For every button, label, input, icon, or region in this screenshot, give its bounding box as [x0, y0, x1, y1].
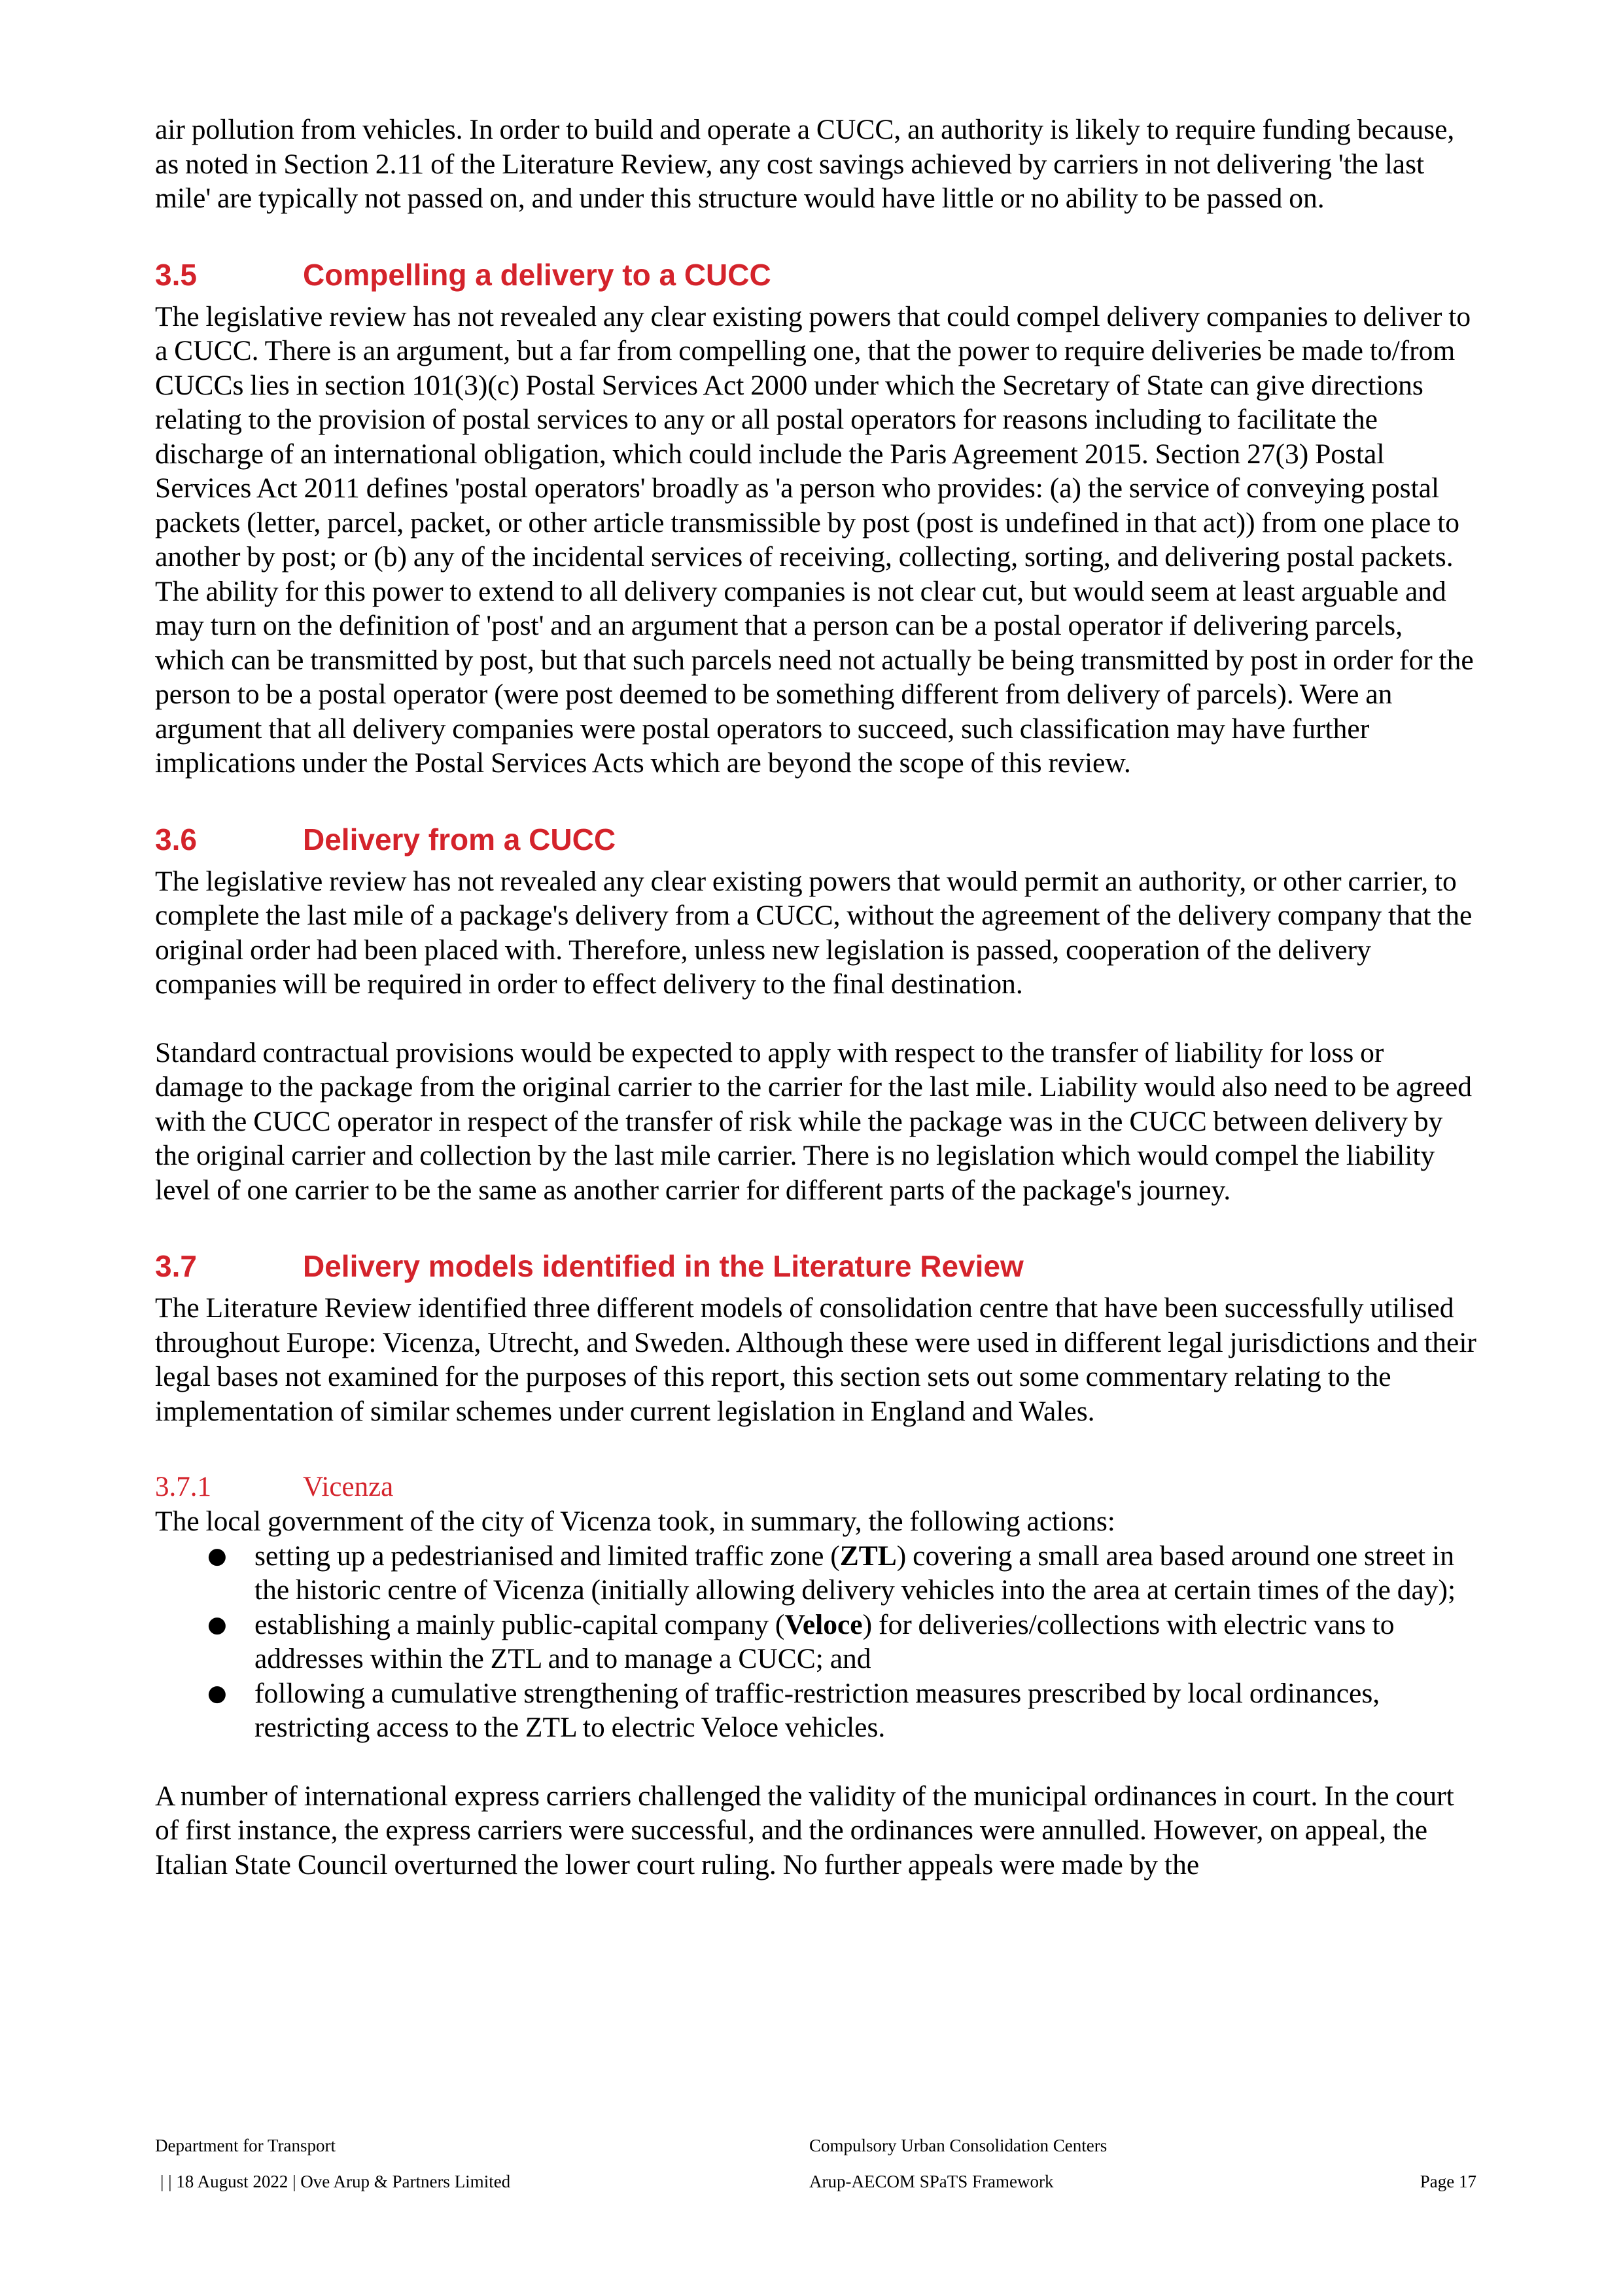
- paragraph: The legislative review has not revealed any clear existing powers that could compel delivery companies to deliver to a CUCC. There is an argument, but a far from compelling one, that the power to require deliveries be made to/from CUCCs lies in section 101(3)(c) Postal Services Act 2000 under which the Secretary of State can give directions relating to the provision of postal services to any or all postal operators for reasons including to facilitate the discharge of an international obligation, which could include the Paris Agreement 2015. Section 27(3) Postal Services Act 2011 defines 'postal operators' broadly as 'a person who provides: (a) the service of conveying postal packets (letter, parcel, packet, or other article transmissible by post (post is undefined in that act)) from one place to another by post; or (b) any of the incidental services of receiving, collecting, sorting, and delivering postal packets. The ability for this power to extend to all delivery companies is not clear cut, but would seem at least arguable and may turn on the definition of 'post' and an argument that a person can be a postal operator if delivering parcels, which can be transmitted by post, but that such parcels need not actually be being transmitted by post in order for the person to be a postal operator (were post deemed to be something different from delivery of parcels). Were an argument that all delivery companies were postal operators to succeed, such classification may have further implications under the Postal Services Acts which are beyond the scope of this review.: [155, 300, 1474, 779]
- closing-paragraph: A number of international express carriers challenged the validity of the municipal ordinances in court. In the court of first instance, the express carriers were successful, and the ordinances were annulled. However, on appeal, the Italian State Council overturned the lower court ruling. No further appeals were made by the: [155, 1780, 1454, 1881]
- subsection-lead: The local government of the city of Vicenza took, in summary, the following actions:: [155, 1506, 1115, 1537]
- footer-issue: | | 18 August 2022 | Ove Arup & Partners Limited: [160, 2172, 511, 2191]
- bullet-icon: ●: [207, 1542, 227, 1569]
- page-content: [155, 113, 1476, 1882]
- section-heading-3-6: [155, 821, 1476, 858]
- list-item-text: establishing a mainly public-capital company (: [254, 1608, 785, 1640]
- list-item: [155, 1676, 1476, 1745]
- section-heading-3-7: [155, 1248, 1476, 1284]
- footer-framework: Arup-AECOM SPaTS Framework: [809, 2172, 1054, 2191]
- bullet-list: [155, 1539, 1476, 1745]
- list-item: [155, 1539, 1476, 1608]
- list-item-bold: Veloce: [784, 1608, 863, 1640]
- list-item-bold: ZTL: [839, 1540, 897, 1572]
- bullet-icon: ●: [207, 1611, 227, 1638]
- bullet-icon: ●: [207, 1680, 227, 1706]
- section-number: 3.6: [155, 822, 197, 857]
- intro-paragraph: air pollution from vehicles. In order to build and operate a CUCC, an authority is likely to require funding because, as noted in Section 2.11 of the Literature Review, any cost savings achieved by carriers in not delivering 'the last mile' are typically not passed on, and under this structure would have little or no ability to be passed on.: [155, 114, 1455, 214]
- paragraph: Standard contractual provisions would be expected to apply with respect to the transfer of liability for loss or damage to the package from the original carrier to the carrier for the last mile. Liability would also need to be agreed with the CUCC operator in respect of the transfer of risk while the package was in the CUCC between delivery by the original carrier and collection by the last mile carrier. There is no legislation which would compel the liability level of one carrier to be the same as another carrier for different parts of the package's journey.: [155, 1036, 1473, 1206]
- section-heading-3-5: [155, 256, 1476, 293]
- list-item-text: setting up a pedestrianised and limited traffic zone (: [254, 1540, 840, 1572]
- paragraph: The Literature Review identified three different models of consolidation centre that have been successfully utilised throughout Europe: Vicenza, Utrecht, and Sweden. Although these were used in different legal jurisdictions and their legal bases not examined for the purposes of this report, this section sets out some commentary relating to the implementation of similar schemes under current legislation in England and Wales.: [155, 1292, 1476, 1427]
- footer-page-number: Page 17: [1420, 2172, 1476, 2191]
- list-item: [155, 1608, 1476, 1676]
- list-item-text: ) for deliveries/collections with electric vans to addresses within the ZTL and to manage a CUCC; and: [254, 1608, 1395, 1674]
- list-item-text: ) covering a small area based around one street in the historic centre of Vicenza (initially allowing delivery vehicles into the area at certain times of the day);: [254, 1540, 1456, 1606]
- section-title: Compelling a delivery to a CUCC: [303, 257, 771, 292]
- footer-client: Department for Transport: [155, 2136, 336, 2155]
- section-number: 3.7: [155, 1249, 197, 1283]
- subsection-heading-3-7-1: [155, 1470, 1476, 1504]
- list-item-text: following a cumulative strengthening of traffic-restriction measures prescribed by local ordinances, restricting access to the ZTL to electric Veloce vehicles.: [254, 1677, 1380, 1743]
- section-number: 3.5: [155, 257, 197, 292]
- subsection-number: 3.7.1: [155, 1472, 211, 1502]
- paragraph: The legislative review has not revealed any clear existing powers that would permit an authority, or other carrier, to complete the last mile of a package's delivery from a CUCC, without the agreement of the delivery company that the original order had been placed with. Therefore, unless new legislation is passed, cooperation of the delivery companies will be required in order to effect delivery to the final destination.: [155, 865, 1473, 1000]
- footer-project: Compulsory Urban Consolidation Centers: [809, 2136, 1108, 2155]
- section-title: Delivery from a CUCC: [303, 822, 616, 857]
- subsection-title: Vicenza: [303, 1472, 394, 1502]
- section-title: Delivery models identified in the Literature Review: [303, 1249, 1024, 1283]
